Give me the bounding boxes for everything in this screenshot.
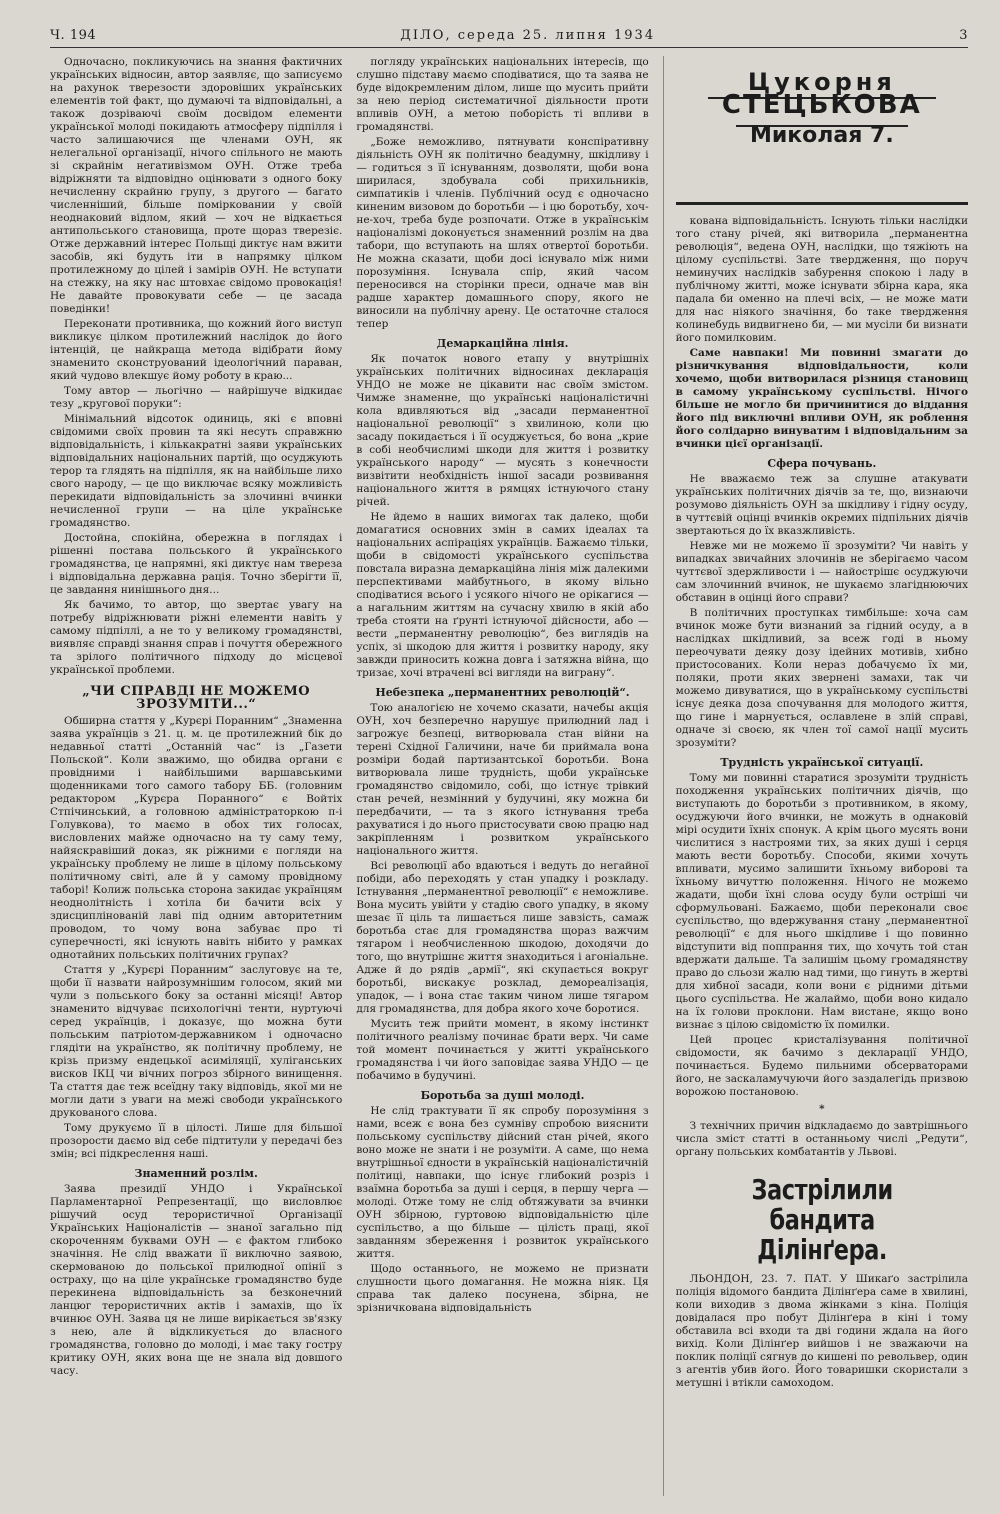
separator-star: * [819, 1103, 825, 1115]
paragraph: Як початок нового етапу у внутрішніх українських політичних відносинах декларація УНДО не може не цікавити нас своїм змістом. Чимже знаменне, що українські націоналістичні кола вдивляються від „засади перманентної національної революції“ з хвилиною, коли цю засаду покидається і її осуджується, бо вона „крие в собі необчислимі шкоди для життя і розвитку українського народу“ — мусять з конечности визвітити необхідність іншої засади розвивання національного життя в рямцях істнуючого стану річей. [356, 353, 649, 508]
newspaper-title: ДІЛО, [400, 28, 452, 43]
paragraph: Тому ми повинні старатися зрозуміти трудність походження українських політичних діячів, що виступають до боротьби з противником, в якому, осуджуючи його вчинки, не можуть в однаковій мірі осудити їхніх спонук. А крім цього мусять вони числитися з настроями тих, за яких душі і серця мають вести боротьбу. Способи, якими хочуть впливати, мусимо залишити їхньому виборові та їхньому вичуттю положення. Нічого не можемо жадати, щоби їхні слова осуду були острішi чи сформульовані. Бажаємо, щоби переконали своє суспільство, що вдержування стану „перманентної революції“ є для нього шкідливе і що повинно відступити від поппрання тих, що хочуть той стан вдержати дальше. Та залишім цьому громадянству право до сльози жалю над тими, що гинуть в жертві для хибної засади, коли вони є рідними дітьми цього суспільства. Не жалаймо, щоби воно кидало на їх голови проклони. Нам вистане, якщо воно визнає з цілою свідомістю їх помилки. [675, 772, 968, 1031]
paragraph: Тою аналогією не хочемо сказати, начебы акція ОУН, хоч безперечно нарушує прилюдний лад і загрожує безпеці, витворювала стан війни на терені Східної Галичини, наче би приймала вона розміри бодай партизантської боротьби. Вона витворювала лише трудність, щоби українське громадянство свідомило, собі, що істнує трівкий стан речей, незмінний у будучині, яку можна би передбачити, — та з якого істнування треба рахуватися і до нього пристосувати свою працю над закріпленням і розвитком українського національного життя. [356, 702, 649, 857]
section-heading: „ЧИ СПРАВДІ НЕ МОЖЕМО ЗРОЗУМІТИ...“ [82, 684, 311, 712]
subheading: Сфера почувань. [767, 457, 877, 470]
paragraph: Стаття у „Курєрі Поранним“ заслуговує на те, щоби її назвати найрозумнішим голосом, який ми чули з польського боку за останні місяці! Автор знаменито відчуває психологічні тенти, нуртуючі серед українців, і доказує, що можна бути польським патріотом-державником і одночасно глядіти на українство, як політичну проблему, не крізь призму ендецької асиміляції, хуліганських висков ІКЦ чи вічних погроз збірного винищення. Та стаття дає теж всеїдну таку відповідь, якої ми не могли дати з уваги на межі свободи українського друкованого слова. [50, 964, 343, 1119]
issue-date: середа 25. липня 1934 [457, 28, 656, 43]
paragraph: Цей процес кристалізування політичної свідомости, як бачимо з декларації УНДО, починається. Будемо пильними обсерваторами його, не заскаламучуючи його заздалегідь призвою ворожою постановою. [675, 1034, 968, 1098]
column-1 [50, 56, 342, 1496]
issue-number: Ч. 194 [50, 28, 97, 43]
paragraph: Як бачимо, то автор, що звертає увагу на потребу відріжнювати ріжні елементи навіть у самому підпіллі, а не то у великому громадянстві, виявляє справді знання справ і почуття обережного та зрілого політичного підходу до місцевої української проблеми. [50, 599, 343, 676]
paragraph: Заява президії УНДО і Української Парламентарної Репрезентації, що висловлює рішучий осуд терористичної Організації Українських Націоналістів — знаної загально під скороченням буквами ОУН — є фактом глибоко значіння. Не слід вважати її виключно заявою, скермованою до польської прилюдної опінії з остраху, що на ціле українське громадянство буде перекинена відповідальність за безконечний ланцюг терористичних актів і замахів, що їх вчинює ОУН. Заява ця не лише вирікається зв'язку з нею, але й відкликується до власного громадянства, головно до молоді, і має таку гостру критику ОУН, яких вона ще не знала від довшого часу. [50, 1183, 343, 1377]
subheading: Знаменний розлім. [134, 1167, 258, 1180]
ad-line-3: Миколая 7. [736, 125, 908, 142]
paragraph: кована відповідальність. Існують тільки наслідки того стану річей, які витворила „перманентна революція“, ведена ОУН, наслідки, що тяжіють на цілому суспільстві. Зате твердження, що поруч неминучих наслідків забурення спокою і ладу в публічному житті, може існувати збірна кара, яка падала би оменно на плечі всіх, — не може мати для нас ніякого значіння, бо таке твердження колинебудь видвигнено би, — ми мусіли би визнати його помилковим. [675, 215, 968, 344]
paragraph: З технічних причин відкладаємо до завтрішнього числа зміст статті в останньому числі „Редути“, органу польських комбатантів у Львові. [675, 1120, 968, 1158]
paragraph: В політичних проступках тимбільше: хоча сам вчинок може бути визнаний за гідний осуду, а в наслідках шкідливий, за всеж годі в ньому переочувати деяку дозу ідейних мотивів, хибно пристосованих. Коли нераз добачуємо їх ми, поляки, проти яких звернені замахи, так чи можемо дивуватися, що в українському суспільстві існує деяка доза спочування для молодого життя, що гине і марнується, ославлене в злій справі, одначе зі своєю, як член тої самої нації мусить зрозуміти? [675, 607, 968, 749]
paragraph: Тому друкуємо її в цілості. Лише для більшої прозорости даємо від себе підтитули у передачі без змін; всі підкреслення наші. [50, 1122, 343, 1160]
column-2 [356, 56, 648, 1496]
paragraph: Щодо останнього, не можемо не признати слушности цього домагання. Не можна ніяк. Ця справа так далеко посунена, збірна, не зрізничкована відповідальність [356, 1263, 649, 1314]
subheading: Демаркаційна лінія. [436, 337, 569, 350]
paragraph: Одночасно, покликуючись на знання фактичних українських відносин, автор заявляє, що записуємо на рахунок тверезости здоровіших українських елементів той факт, що думаючі та відповідальні, а також дозріваючі своїм досвідом елементи української молоді покидають атмосферу підпілля і часто залишаючися ще членами ОУН, як нелегальної організації, нічого спільного не мають зі скрайнім негативізмом ОУН. Отже треба відріжняти та відповідно оцінювати з одного боку нечисленну скрайню групу, з другого — багато численніший, більше помірковании у своїй неоднаковий відлом, який — хоч не відкається антипольського становища, проте щораз тверезіє. Отже державний інтерес Польщі диктує нам вжити засобів, які будуть іти в напрямку цілком протилежному до цілей і замірів ОУН. Не вступати на стежку, на яку нас штовхає свідомо провокація! Не давайте провокувати себе — це засада поведінки! [50, 56, 343, 315]
paragraph: Саме навпаки! Ми повинні змагати до різничкування відповідальности, коли хочемо, щоби витворилася різниця становищ в самому українському суспільстві. Нічого більше не могло би причинитися до віддання його під виключні впливи ОУН, як роблення його солідарно винуватим і відповідальним за вчинки цієї організації. [675, 347, 968, 450]
paragraph: Не слід трактувати її як спробу порозуміння з нами, всеж є вона без сумніву спробою вияснити польському суспільству дійсний стан річей, якого воно може не знати і не розуміти. А саме, що нема внутрішньої єдности в українській націоналістичній політиці, навпаки, що існує глибокий розріз і взаїмна боротьба за душі і серця, в першу черга — молоді. Отже тому не слід обтяжувати за вчинки ОУН збірною, гуртовою відповідальністю ціле суспільство, а що більше — цілість праці, якої завданням збереження і розвиток українського життя. [356, 1105, 649, 1260]
paragraph: „Боже неможливо, пятнувати конспіративну діяльність ОУН як політично беадумну, шкідливу і — годиться з її існуванням, дозволяти, щоби вона ширилася, здобувала собі прихильників, симпатиків і членів. Публічний осуд є одночасно киненим визовом до боротьби — і цю боротьбу, хоч-не-хоч, треба буде розпочати. Отже в українськім націоналізмі доконується знаменний розлім на два табори, що вступають на шлях отвертої боротьби. Не можна сказати, щоби досі існувало між ними порозуміння. Існувала спір, який часом переносився на сторінки преси, одначе мав він радше характер домашнього спору, якого не виносили на публічну арену. Це остаточне сталося тепер [356, 136, 649, 330]
page-number: 3 [959, 28, 968, 43]
column-3 [663, 56, 968, 1496]
ad-line-2: СТЕЦЬКОВА [708, 97, 936, 112]
paragraph: Тому автор — льогічно — найрішуче відкидає тезу „кругової поруки“: [50, 385, 343, 410]
news-headline: Застрілили бандита Ділінґера. [751, 1173, 893, 1266]
subheading: Небезпека „перманентних революцій“. [375, 686, 630, 699]
masthead-center [400, 28, 655, 43]
paragraph: Не йдемо в наших вимогах так далеко, щоби домагатися основних змін в самих ідеалах та національних аспіраціях українців. Бажаємо тільки, щоби в свідомості українського суспільства повстала виразна демаркаційна лінія між далекими перспективами майбутнього, в якому вільно сподіватися всього і усякого нічого не орікагися — а нагальним життям на сучасну хвилю в якій або треба стояти на ґрунті істнуючої дійсности, або — вести „перманентну революцію“, без виглядів на успіх, зі шкодою для життя і розвитку народу, яку завжди приносить кожна довга і затяжна війна, що тризає, хочі втрачені всі вигляди на виграну“. [356, 511, 649, 679]
paragraph: Невже ми не можемо її зрозуміти? Чи навіть у випадках звичайних злочинів не зберігаємо часом чуттєвої здержливости і — найострішє осуджуючи сам злочинний вчинок, не шукаємо злагіднюючих обставин в оцінці його справи? [675, 540, 968, 604]
subheading: Трудність української ситуації. [720, 756, 924, 769]
paragraph: ЛЬОНДОН, 23. 7. ПАТ. У Шикаґо застрілила поліція відомого бандита Ділінґера саме в хвилині, коли виходив з двома жінками з кіна. Поліція довідалася про побут Ділінґера в кіні і тому обставила всі входи та дві години ждала на його вихід. Коли Ділінґер вийшов і не зважаючи на поклик поліції сягнув до кишені по револьвер, один з агентів убив його. Його товаришки скористали з метушні і втікли самоходом. [675, 1273, 968, 1389]
paragraph: Мінімальний відсоток одиниць, які є вповні свідомими своїх провин та які несуть справжню відповідальність, і кількакратні заяви українських відповідальних національних партій, що осуджують терор та глядять на підпілля, як на найбільше лихо свого народу, — це що виключає всяку можливість перекидати відповідальність за злочинні вчинки нечисленної групи — на ціле українське громадянство. [50, 413, 343, 529]
masthead [50, 28, 968, 48]
paragraph: Не вважаємо теж за слушне атакувати українських політичних діячів за те, що, визнаючи розумово діяльність ОУН за шкідливу і гідну осуду, в чуттєвій оцінці вчинків окремих підпільних діячів звертаються до їх вказжливість. [675, 473, 968, 537]
paragraph: Переконати противника, що кожний його виступ викликує цілком протилежний наслідок до його інтенцій, це найкраща метода відібрати йому знаменито сконструований ідеологічний параван, який чудово влекшує йому роботу в краю... [50, 318, 343, 382]
advertisement [676, 56, 968, 205]
paragraph: Всі революції або вдаються і ведуть до негайної побіди, або переходять у стан упадку і розкладу. Істнування „перманентної революції“ є неможливе. Вона мусить увійти у стадію свого упадку, в якому шезає її ціль та лишається лише завзість, самаж боротьба стає для громадянства щораз важчим тягаром і необчисленною шкодою, доходячи до того, що внутрішнє життя знаходиться і агоніальне. Адже й до рядів „армії“, які скупається вокруг боротьбі, вискакує розклад, демореалізація, упадок, — і вона стає таким чином лише тягаром для громадянства, для добра якого хоче боротися. [356, 860, 649, 1015]
paragraph: погляду українських національних інтересів, що слушно підставу маємо сподіватися, що та заява не буде відокремленим ділом, лише що мусить прийти за нею період систематичної діяльности проти впливів ОУН, а метою поборість ті впливи в громадянстві. [356, 56, 649, 133]
paragraph: Достойна, спокійна, обережна в поглядах і рішенні постава польського й українського громадянства, це напрямні, які диктує нам твереза і відповідальна державна рація. Точно зберігти її, це завдання нинішнього дня... [50, 532, 343, 596]
subheading: Боротьба за душі молоді. [420, 1089, 585, 1102]
ad-line-1: Цукорня [747, 68, 896, 96]
paragraph: Обширна стаття у „Курєрі Поранним“ „Знаменна заява українців з 21. ц. м. це протилежний бік до недавньої статті „Останній час“ із „Газети Польской“. Коли зважимо, що обидва органи є провідними і найбільшими варшавськими щоденниками того самого табору ББ. (головним редактором „Курєра Поранного“ є Войтіх Стпічинський, а головною адміністраторкою п-і Голувкова), то маємо в обох тих голосах, висловлених майже одночасно на ту саму тему, найяскравіший доказ, як ріжними є погляди на українську проблему не лише в цілому польському політичному світі, але й у самому провідному таборі! Колиж польська сторона закидає українцям неоднолітність і хотіла би бачити всіх у здисциплінованій лаві під одним авторитетним проводом, то чому вона забуває про ті суперечності, які існують навіть нібито у рамках однотайних польських політичних групах? [50, 715, 343, 961]
paragraph: Мусить теж прийти момент, в якому інстинкт політичного реалізму починає брати верх. Чи саме той момент починається у житті українського громадянства і чи його заповідає заява УНДО — це побачимо в будучині. [356, 1018, 649, 1082]
